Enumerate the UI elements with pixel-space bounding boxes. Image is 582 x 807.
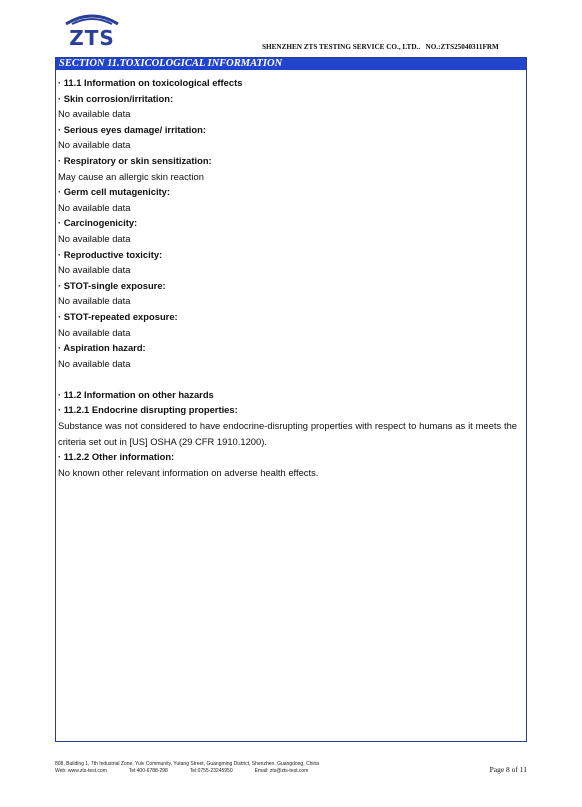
content-frame <box>55 57 527 742</box>
other-info-heading: · 11.2.2 Other information: <box>58 451 175 463</box>
field-heading: · STOT-single exposure: <box>58 279 166 291</box>
field-heading: · Skin corrosion/irritation: <box>58 92 174 104</box>
endocrine-text: Substance was not considered to have endocrine-disrupting properties with respect to humans as it meets the criteria set out in [US] OSHA (29 CFR 1910.1200). <box>58 420 517 447</box>
footer-web: Web: www.zts-test.com <box>55 768 107 774</box>
field-value: No available data <box>58 108 131 120</box>
spacer <box>58 371 523 387</box>
field-heading: · Carcinogenicity: <box>58 217 138 229</box>
footer <box>55 761 330 775</box>
company-name: SHENZHEN ZTS TESTING SERVICE CO., LTD.. <box>262 43 421 51</box>
footer-address: 808, Building 1, 7th Industrial Zone, Yulv Community, Yutang Street, Guangming District, Shenzhen, Guangdong, China <box>55 761 320 767</box>
other-info-text: No known other relevant information on adverse health effects. <box>58 466 319 478</box>
field-value: No available data <box>58 295 131 307</box>
field-heading: · Reproductive toxicity: <box>58 248 163 260</box>
section-content <box>56 70 526 480</box>
footer-contacts <box>55 768 330 775</box>
subsection-heading: · 11.2 Information on other hazards <box>58 388 214 400</box>
field-value: No available data <box>58 357 131 369</box>
field-value: No available data <box>58 326 131 338</box>
field-heading: · Germ cell mutagenicity: <box>58 186 171 198</box>
company-header <box>262 43 499 51</box>
report-number: NO.:ZTS25040311FRM <box>425 43 499 51</box>
page-number: Page 8 of 11 <box>489 765 527 774</box>
toxicology-rows <box>58 75 523 371</box>
footer-email: Email: zts@zts-test.com <box>254 768 309 774</box>
footer-tel2: Tel:0755-23245950 <box>189 768 233 774</box>
field-value: No available data <box>58 232 131 244</box>
field-heading: · 11.1 Information on toxicological effects <box>58 77 243 88</box>
field-heading: · Aspiration hazard: <box>58 342 146 354</box>
field-heading: · Respiratory or skin sensitization: <box>58 154 212 166</box>
field-heading: · STOT-repeated exposure: <box>58 310 178 322</box>
zts-logo <box>58 12 126 48</box>
field-value: No available data <box>58 201 131 213</box>
svg-text:ZTS: ZTS <box>69 26 115 48</box>
section-title: SECTION 11.TOXICOLOGICAL INFORMATION <box>56 58 526 70</box>
field-value: No available data <box>58 264 131 276</box>
endocrine-heading: · 11.2.1 Endocrine disrupting properties: <box>58 404 238 416</box>
field-value: No available data <box>58 139 131 151</box>
field-heading: · Serious eyes damage/ irritation: <box>58 123 206 135</box>
field-value: May cause an allergic skin reaction <box>58 170 204 182</box>
footer-tel1: Tel:400-6788-298 <box>128 768 168 774</box>
